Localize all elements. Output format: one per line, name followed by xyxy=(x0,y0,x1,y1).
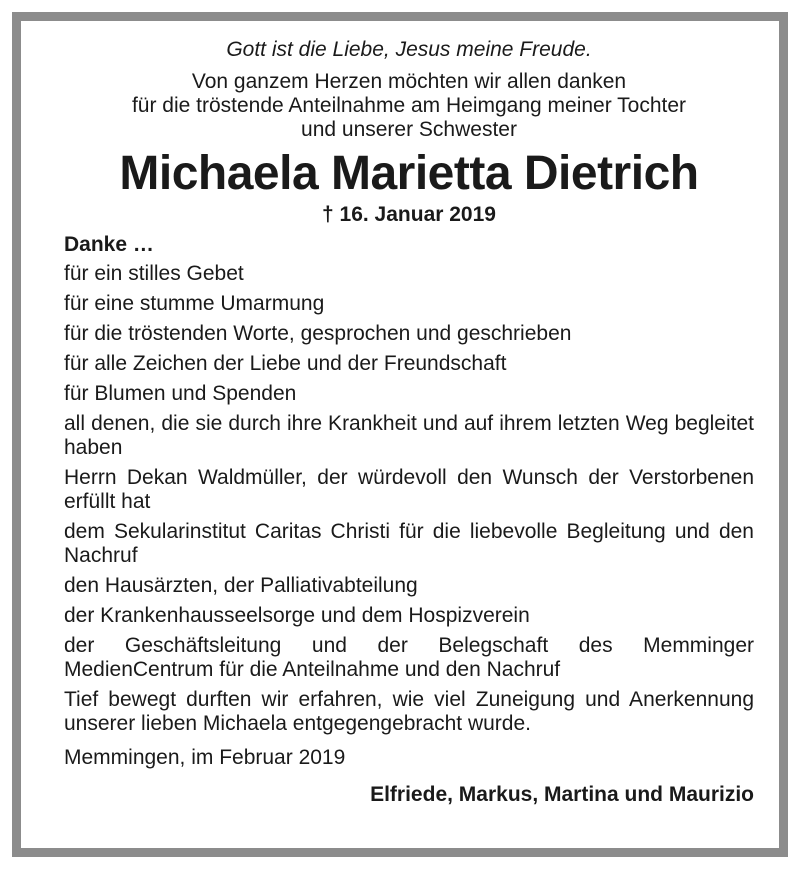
notice-content xyxy=(64,37,754,808)
thanks-item: Tief bewegt durften wir erfahren, wie viel Zuneigung und Anerkennung unserer lieben Michaela entgegengebracht wurde. xyxy=(64,688,754,735)
thanks-item: all denen, die sie durch ihre Krankheit und auf ihrem letzten Weg begleitet haben xyxy=(64,412,754,459)
thanks-item: Herrn Dekan Waldmüller, der würdevoll den Wunsch der Verstorbenen erfüllt hat xyxy=(64,466,754,513)
thanks-item: der Geschäftsleitung und der Belegschaft des Memminger MedienCentrum für die Anteilnahme und den Nachruf xyxy=(64,634,754,681)
thanks-item: für ein stilles Gebet xyxy=(64,262,244,285)
obituary-thanks-notice xyxy=(12,12,788,857)
intro-line-3: und unserer Schwester xyxy=(301,118,517,141)
thanks-item: für eine stumme Umarmung xyxy=(64,292,325,315)
thanks-item: für Blumen und Spenden xyxy=(64,382,297,405)
thanks-item: für die tröstenden Worte, gesprochen und geschrieben xyxy=(64,322,572,345)
thanks-item: dem Sekularinstitut Caritas Christi für die liebevolle Begleitung und den Nachruf xyxy=(64,520,754,567)
deceased-name: Michaela Marietta Dietrich xyxy=(119,147,699,200)
thanks-item: den Hausärzten, der Palliativabteilung xyxy=(64,574,418,597)
thanks-item: der Krankenhausseelsorge und dem Hospizverein xyxy=(64,604,530,627)
signers: Elfriede, Markus, Martina und Maurizio xyxy=(370,783,754,806)
intro-line-2: für die tröstende Anteilnahme am Heimgang meiner Tochter xyxy=(131,94,687,117)
thanks-list xyxy=(64,262,754,736)
motto: Gott ist die Liebe, Jesus meine Freude. xyxy=(226,38,592,61)
place-and-date: Memmingen, im Februar 2019 xyxy=(64,746,346,769)
thanks-heading: Danke … xyxy=(64,233,154,256)
thanks-item: für alle Zeichen der Liebe und der Freundschaft xyxy=(64,352,507,375)
intro-line-1: Von ganzem Herzen möchten wir allen danken xyxy=(191,70,627,93)
death-date: † 16. Januar 2019 xyxy=(322,203,496,226)
